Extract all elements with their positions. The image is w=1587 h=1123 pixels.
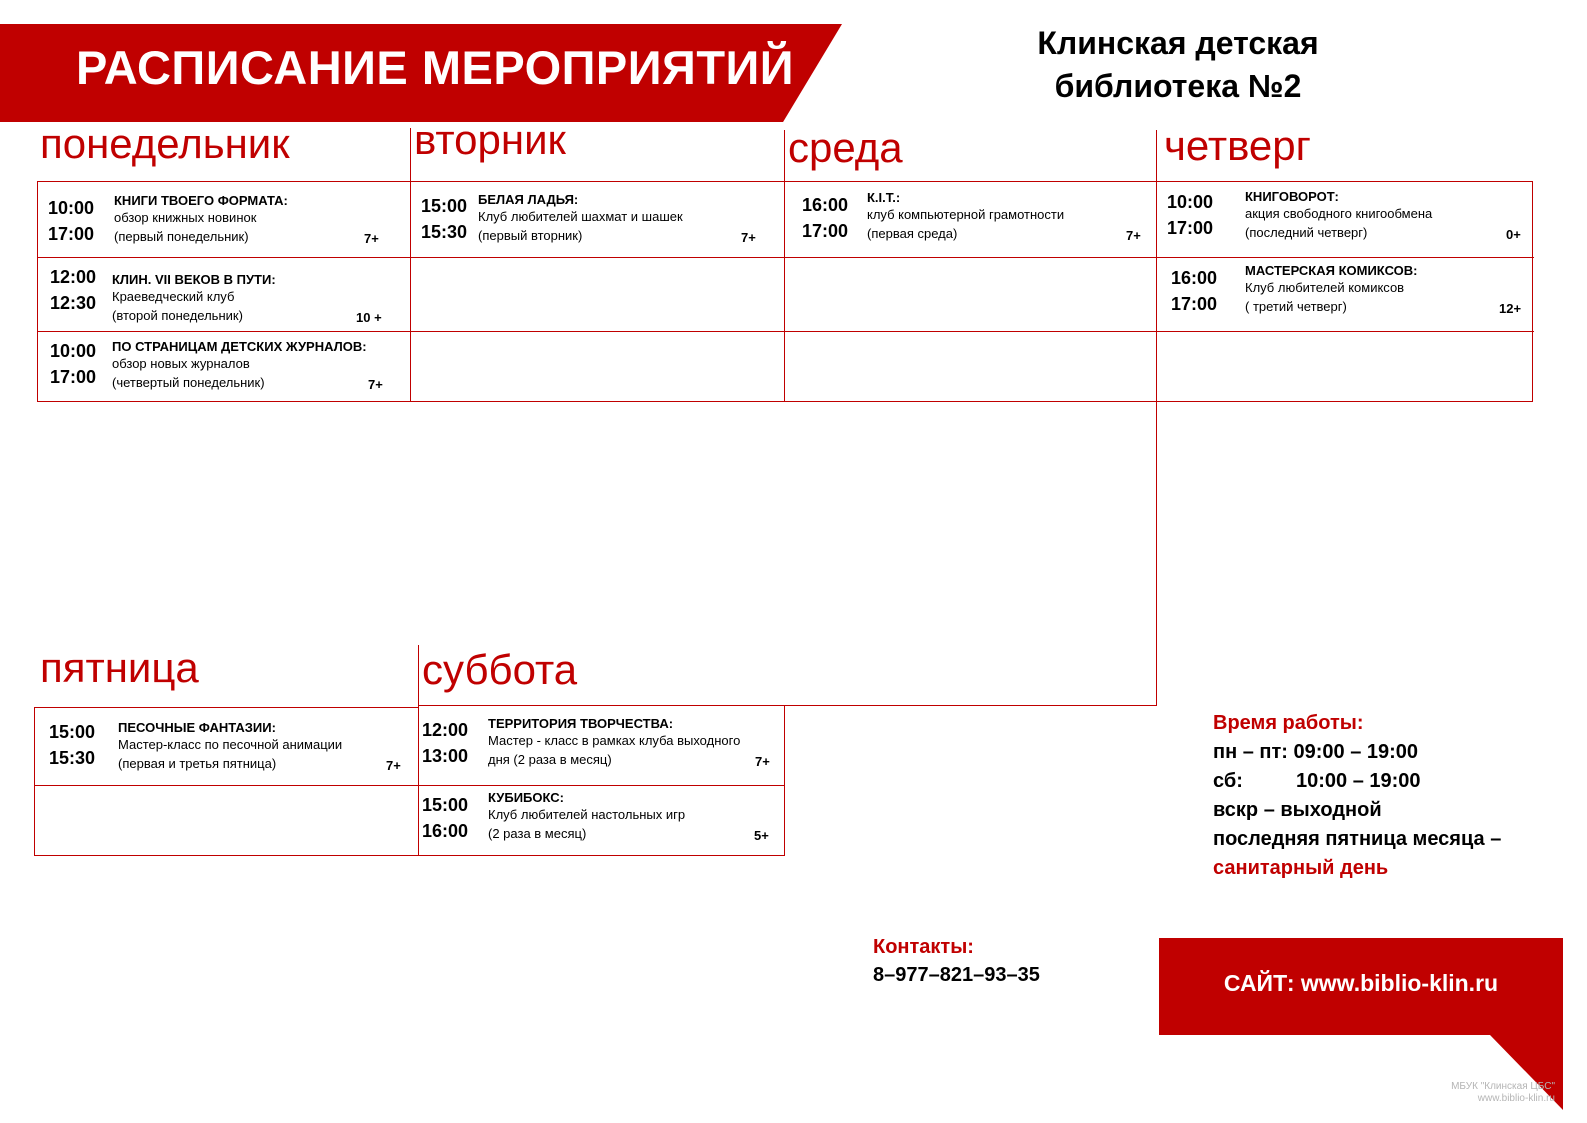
event-age: 0+ — [1506, 227, 1521, 242]
contacts-title: Контакты: — [873, 936, 974, 958]
event-mon1 — [48, 195, 94, 247]
day-heading-saturday: суббота — [422, 646, 578, 693]
watermark — [1400, 1081, 1555, 1105]
day-heading-thursday: четверг — [1164, 122, 1311, 169]
sanitary-day: санитарный день — [1213, 857, 1389, 879]
event-sat2 — [422, 792, 468, 844]
event-end: 17:00 — [802, 221, 849, 241]
event-start: 15:00 — [421, 196, 468, 216]
grid-line — [37, 257, 1534, 258]
event-desc: Клуб любителей комиксов — [1245, 280, 1405, 295]
event-end: 17:00 — [1171, 294, 1218, 314]
event-end: 15:30 — [49, 748, 96, 768]
sanitary-note: последняя пятница месяца – — [1213, 828, 1502, 850]
event-title: МАСТЕРСКАЯ КОМИКСОВ: — [1245, 263, 1418, 278]
event-title: КУБИБОКС: — [488, 790, 564, 805]
work-hours-weekdays: пн – пт: 09:00 – 19:00 — [1213, 741, 1419, 763]
event-start: 15:00 — [422, 795, 469, 815]
event-sat1 — [422, 717, 468, 769]
event-end: 17:00 — [1167, 218, 1214, 238]
event-thu1 — [1167, 189, 1213, 241]
event-fri1 — [49, 719, 95, 771]
event-age: 10 + — [356, 310, 382, 325]
work-hours-sunday: вскр – выходной — [1213, 799, 1382, 821]
event-title: К.I.T.: — [867, 190, 901, 205]
event-schedule: (четвертый понедельник) — [112, 375, 265, 390]
event-thu1-info — [1245, 189, 1432, 242]
event-age: 7+ — [1126, 228, 1141, 243]
grid-line — [418, 705, 1157, 706]
event-age: 7+ — [364, 231, 379, 246]
grid-line — [418, 645, 419, 856]
day-heading-friday: пятница — [40, 644, 199, 691]
event-desc: обзор новых журналов — [112, 356, 250, 371]
grid-line — [34, 707, 35, 856]
event-wed1-info — [867, 190, 1064, 243]
event-title: КНИГИ ТВОЕГО ФОРМАТА: — [114, 193, 288, 208]
contact-phone[interactable]: 8–977–821–93–35 — [873, 964, 1040, 986]
event-desc: Клуб любителей шахмат и шашек — [478, 209, 683, 224]
watermark-line1: МБУК "Клинская ЦБС" — [1451, 1081, 1555, 1092]
event-desc: обзор книжных новинок — [114, 210, 257, 225]
event-start: 10:00 — [50, 341, 97, 361]
grid-line — [37, 331, 1534, 332]
event-tue1 — [421, 193, 467, 245]
contacts — [873, 933, 1040, 989]
event-wed1 — [802, 192, 848, 244]
event-start: 15:00 — [49, 722, 96, 742]
event-end: 17:00 — [50, 367, 97, 387]
grid-line — [784, 705, 785, 856]
event-mon3-info — [112, 339, 367, 392]
work-hours-title: Время работы: — [1213, 712, 1364, 734]
event-desc: клуб компьютерной грамотности — [867, 207, 1065, 222]
day-heading-monday: понедельник — [40, 120, 290, 167]
grid-line — [34, 855, 785, 856]
grid-line — [34, 707, 418, 708]
event-tue1-info — [478, 192, 683, 245]
event-age: 12+ — [1499, 301, 1522, 316]
event-end: 13:00 — [422, 746, 469, 766]
work-hours — [1213, 709, 1501, 883]
event-title: КЛИН. VII ВЕКОВ В ПУТИ: — [112, 272, 276, 287]
event-schedule: (первый понедельник) — [114, 229, 249, 244]
event-end: 16:00 — [422, 821, 469, 841]
event-desc: Мастер - класс в рамках клуба выходного — [488, 733, 741, 748]
event-mon1-info — [114, 193, 288, 246]
event-schedule: ( третий четверг) — [1245, 299, 1347, 314]
event-start: 12:00 — [50, 267, 97, 287]
grid-line — [410, 128, 411, 402]
event-schedule: (первая и третья пятница) — [118, 756, 277, 771]
event-age: 7+ — [368, 377, 383, 392]
event-schedule: (2 раза в месяц) — [488, 826, 587, 841]
event-title: ПЕСОЧНЫЕ ФАНТАЗИИ: — [118, 720, 276, 735]
grid-line — [784, 130, 785, 402]
event-age: 5+ — [754, 828, 769, 843]
event-desc: акция свободного книгообмена — [1245, 206, 1433, 221]
event-sat2-info — [488, 790, 685, 843]
event-start: 10:00 — [1167, 192, 1214, 212]
event-thu2 — [1171, 265, 1217, 317]
event-end: 12:30 — [50, 293, 97, 313]
event-start: 16:00 — [802, 195, 849, 215]
event-end: 15:30 — [421, 222, 468, 242]
event-fri1-info — [118, 720, 342, 773]
day-heading-wednesday: среда — [788, 124, 903, 171]
grid-line — [37, 181, 38, 402]
event-mon2 — [50, 264, 96, 316]
event-age: 7+ — [755, 754, 770, 769]
work-hours-saturday — [1213, 767, 1501, 796]
event-schedule: (первая среда) — [867, 226, 958, 241]
event-mon3 — [50, 338, 96, 390]
event-age: 7+ — [386, 758, 401, 773]
event-schedule: (второй понедельник) — [112, 308, 243, 323]
site-link[interactable]: САЙТ: www.biblio-klin.ru — [1223, 970, 1499, 996]
event-title: БЕЛАЯ ЛАДЬЯ: — [478, 192, 579, 207]
library-name-line2: библиотека №2 — [1054, 68, 1302, 104]
page-title: РАСПИСАНИЕ МЕРОПРИЯТИЙ — [76, 41, 795, 94]
event-schedule: (первый вторник) — [478, 228, 583, 243]
event-title: КНИГОВОРОТ: — [1245, 189, 1339, 204]
event-title: ТЕРРИТОРИЯ ТВОРЧЕСТВА: — [488, 716, 674, 731]
watermark-line2: www.biblio-klin.ru — [1477, 1093, 1555, 1104]
grid-line — [1156, 130, 1157, 705]
event-start: 10:00 — [48, 198, 95, 218]
grid-line — [1532, 181, 1533, 402]
event-desc: Мастер-класс по песочной анимации — [118, 737, 343, 752]
grid-line — [34, 785, 785, 786]
event-start: 16:00 — [1171, 268, 1218, 288]
event-title: ПО СТРАНИЦАМ ДЕТСКИХ ЖУРНАЛОВ: — [112, 339, 367, 354]
event-schedule: дня (2 раза в месяц) — [488, 752, 612, 767]
event-end: 17:00 — [48, 224, 95, 244]
event-sat1-info — [488, 716, 740, 769]
library-name-line1: Клинская детская — [1037, 25, 1319, 61]
saturday-label: сб: — [1213, 770, 1243, 792]
event-mon2-info — [112, 272, 276, 325]
day-heading-tuesday: вторник — [414, 116, 566, 163]
event-start: 12:00 — [422, 720, 469, 740]
event-thu2-info — [1245, 263, 1417, 316]
saturday-hours: 10:00 – 19:00 — [1296, 770, 1421, 792]
event-desc: Краеведческий клуб — [112, 289, 235, 304]
library-name — [1010, 22, 1346, 108]
event-age: 7+ — [741, 230, 756, 245]
event-desc: Клуб любителей настольных игр — [488, 807, 686, 822]
event-schedule: (последний четверг) — [1245, 225, 1368, 240]
